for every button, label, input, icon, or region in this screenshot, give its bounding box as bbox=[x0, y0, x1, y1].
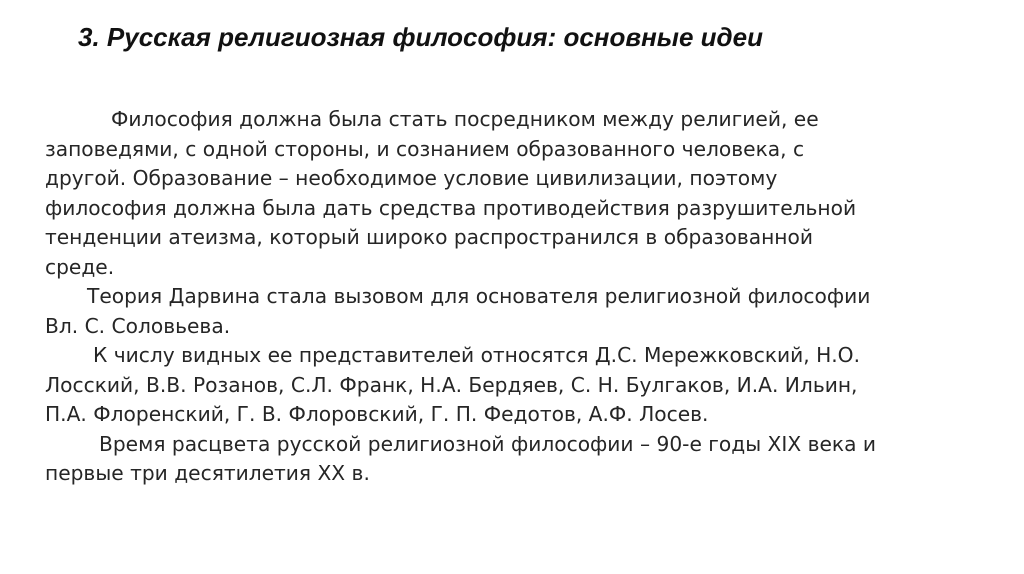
paragraph-flourishing-period bbox=[45, 430, 985, 489]
paragraph-darwin-theory bbox=[45, 282, 985, 341]
text-line: первые три десятилетия XX в. bbox=[45, 461, 370, 485]
text-line: Время расцвета русской религиозной философии – 90-е годы XIX века и bbox=[99, 431, 877, 456]
slide-body bbox=[45, 105, 985, 489]
text-line: тенденции атеизма, который широко распространился в образованной bbox=[45, 225, 813, 249]
paragraph-philosophy-role bbox=[45, 105, 985, 282]
text-line: другой. Образование – необходимое условие цивилизации, поэтому bbox=[45, 166, 778, 190]
paragraph-representatives bbox=[45, 341, 985, 430]
text-line: Вл. С. Соловьева. bbox=[45, 313, 231, 338]
text-line: Философия должна была стать посредником между религией, ее bbox=[111, 107, 819, 131]
text-line: Лосский, В.В. Розанов, С.Л. Франк, Н.А. Бердяев, С. Н. Булгаков, И.А. Ильин, bbox=[45, 372, 858, 397]
text-line: заповедями, с одной стороны, и сознанием образованного человека, с bbox=[45, 136, 805, 161]
text-line: среде. bbox=[45, 254, 115, 279]
slide-title: 3. Русская религиозная философия: основные идеи bbox=[78, 22, 763, 52]
text-line: К числу видных ее представителей относятся Д.С. Мережковский, Н.О. bbox=[93, 343, 860, 367]
text-line: Теория Дарвина стала вызовом для основателя религиозной философии bbox=[87, 284, 871, 308]
text-line: П.А. Флоренский, Г. В. Флоровский, Г. П. Федотов, А.Ф. Лосев. bbox=[45, 402, 709, 426]
text-line: философия должна была дать средства противодействия разрушительной bbox=[45, 195, 857, 220]
